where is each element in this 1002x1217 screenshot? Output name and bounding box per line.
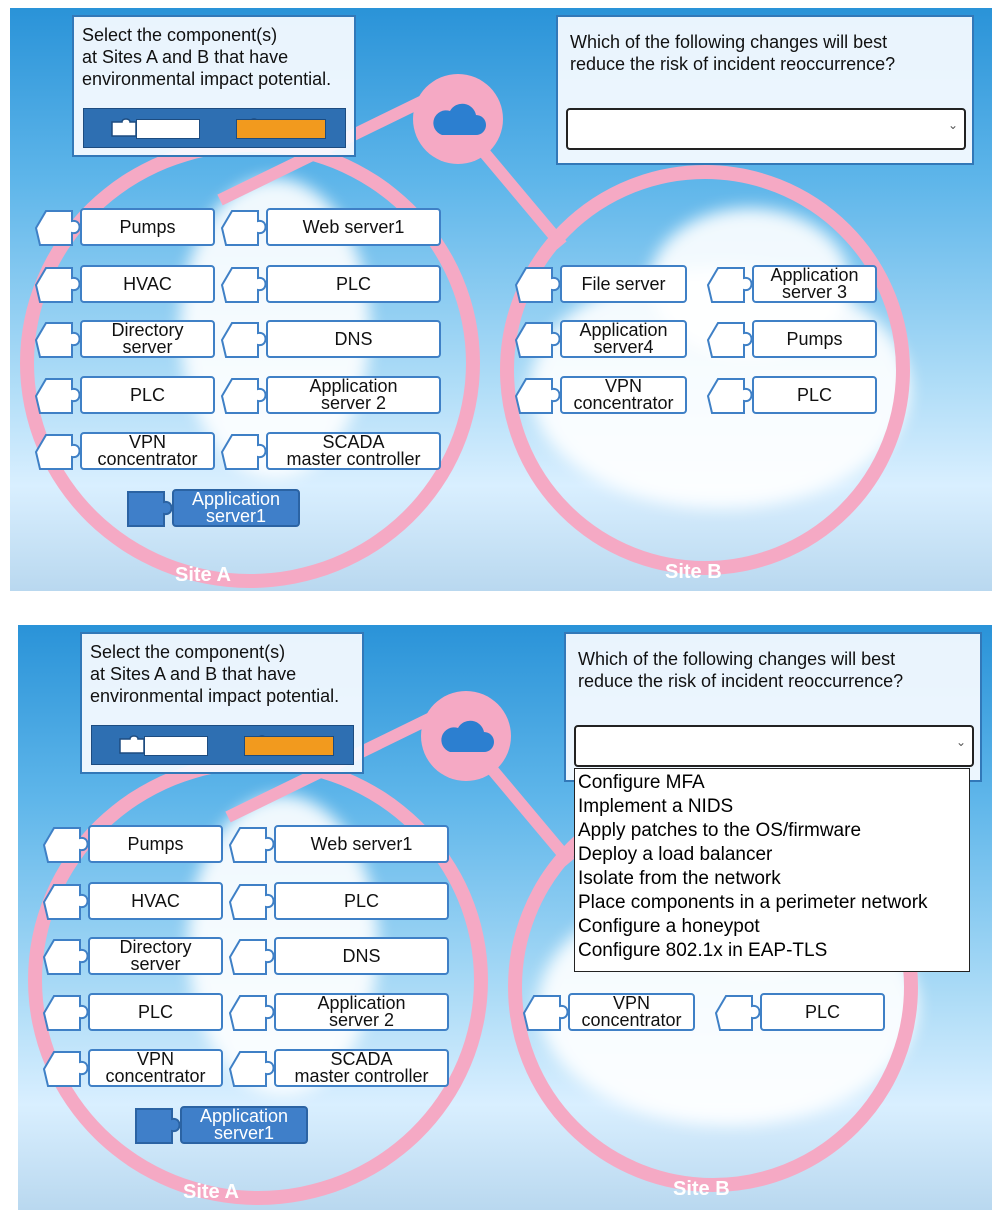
component-label: SCADA master controller — [266, 432, 441, 470]
component-label: Application server1 — [172, 489, 300, 527]
component-tile[interactable] — [226, 993, 449, 1031]
component-tile[interactable] — [32, 208, 215, 246]
component-label: Web server1 — [274, 825, 449, 863]
bottom-screen — [18, 625, 992, 1210]
component-label: Application server4 — [560, 320, 687, 358]
component-tile[interactable] — [704, 376, 877, 414]
component-label: VPN concentrator — [568, 993, 695, 1031]
cloud-icon — [428, 99, 488, 139]
component-label: Application server 2 — [266, 376, 441, 414]
site-b-label: Site B — [673, 1178, 730, 1200]
answer-options-list — [574, 768, 970, 972]
component-tile[interactable] — [226, 937, 449, 975]
cloud-hub — [421, 691, 511, 781]
option-configure-honeypot[interactable]: Configure a honeypot — [578, 916, 760, 937]
component-tile[interactable] — [712, 993, 885, 1031]
component-tile[interactable] — [704, 320, 877, 358]
option-configure-8021x[interactable]: Configure 802.1x in EAP-TLS — [578, 940, 828, 961]
component-tile[interactable] — [32, 265, 215, 303]
component-label: PLC — [752, 376, 877, 414]
component-tile[interactable] — [40, 882, 223, 920]
component-label: Application server 2 — [274, 993, 449, 1031]
component-tile[interactable] — [32, 432, 215, 470]
question-text: Which of the following changes will best reduce the risk of incident reoccurrence? — [578, 649, 904, 691]
component-label: VPN concentrator — [560, 376, 687, 414]
component-label: Pumps — [88, 825, 223, 863]
component-tile[interactable] — [226, 1049, 449, 1087]
component-tile[interactable] — [512, 265, 687, 303]
component-tile[interactable] — [704, 265, 877, 303]
component-tile[interactable] — [512, 376, 687, 414]
component-tile[interactable] — [218, 376, 441, 414]
component-label: SCADA master controller — [274, 1049, 449, 1087]
legend-filled-slot — [244, 736, 334, 756]
site-b-ring — [500, 165, 910, 575]
component-label: Pumps — [80, 208, 215, 246]
component-label: Pumps — [752, 320, 877, 358]
component-tile[interactable] — [32, 320, 215, 358]
chevron-down-icon: ⌄ — [955, 735, 966, 749]
legend-empty-slot — [136, 119, 200, 139]
site-a-label: Site A — [183, 1181, 239, 1203]
option-apply-patches[interactable]: Apply patches to the OS/firmware — [578, 820, 862, 841]
component-label: DNS — [266, 320, 441, 358]
component-label: PLC — [760, 993, 885, 1031]
top-screen — [10, 8, 992, 591]
question-text: Which of the following changes will best reduce the risk of incident reoccurrence? — [570, 32, 896, 74]
legend-empty-slot — [144, 736, 208, 756]
component-tile[interactable] — [512, 320, 687, 358]
component-label: VPN concentrator — [88, 1049, 223, 1087]
component-tile[interactable] — [218, 432, 441, 470]
component-label: VPN concentrator — [80, 432, 215, 470]
chevron-down-icon: ⌄ — [947, 118, 958, 132]
component-tile[interactable] — [40, 1049, 223, 1087]
component-tile[interactable] — [218, 320, 441, 358]
component-label: Web server1 — [266, 208, 441, 246]
component-tile-selected[interactable] — [132, 1106, 308, 1144]
component-tile[interactable] — [218, 208, 441, 246]
component-tile[interactable] — [32, 376, 215, 414]
option-deploy-load-balancer[interactable]: Deploy a load balancer — [578, 844, 773, 865]
component-label: HVAC — [80, 265, 215, 303]
site-a-label: Site A — [175, 564, 231, 586]
component-tile[interactable] — [226, 882, 449, 920]
component-label: Application server1 — [180, 1106, 308, 1144]
instruction-text: Select the component(s) at Sites A and B that have environmental impact potential. — [90, 642, 340, 706]
component-tile[interactable] — [218, 265, 441, 303]
component-label: HVAC — [88, 882, 223, 920]
component-label: PLC — [274, 882, 449, 920]
cloud-hub — [413, 74, 503, 164]
site-b-label: Site B — [665, 561, 722, 583]
legend-filled-slot — [236, 119, 326, 139]
component-label: PLC — [80, 376, 215, 414]
option-configure-mfa[interactable]: Configure MFA — [578, 772, 705, 793]
instruction-text: Select the component(s) at Sites A and B that have environmental impact potential. — [82, 25, 332, 89]
option-perimeter-network[interactable]: Place components in a perimeter network — [578, 892, 928, 913]
component-label: Application server 3 — [752, 265, 877, 303]
component-label: Directory server — [88, 937, 223, 975]
component-tile[interactable] — [40, 825, 223, 863]
component-tile[interactable] — [226, 825, 449, 863]
component-label: File server — [560, 265, 687, 303]
component-tile[interactable] — [40, 993, 223, 1031]
component-tile[interactable] — [40, 937, 223, 975]
cloud-icon — [436, 716, 496, 756]
answer-select[interactable] — [566, 108, 966, 150]
legend-bar — [91, 725, 354, 765]
legend-bar — [83, 108, 346, 148]
component-label: PLC — [88, 993, 223, 1031]
answer-select-open[interactable] — [574, 725, 974, 767]
option-isolate-network[interactable]: Isolate from the network — [578, 868, 781, 889]
component-tile-selected[interactable] — [124, 489, 300, 527]
option-implement-nids[interactable]: Implement a NIDS — [578, 796, 734, 817]
component-tile[interactable] — [520, 993, 695, 1031]
component-label: DNS — [274, 937, 449, 975]
component-label: PLC — [266, 265, 441, 303]
component-label: Directory server — [80, 320, 215, 358]
